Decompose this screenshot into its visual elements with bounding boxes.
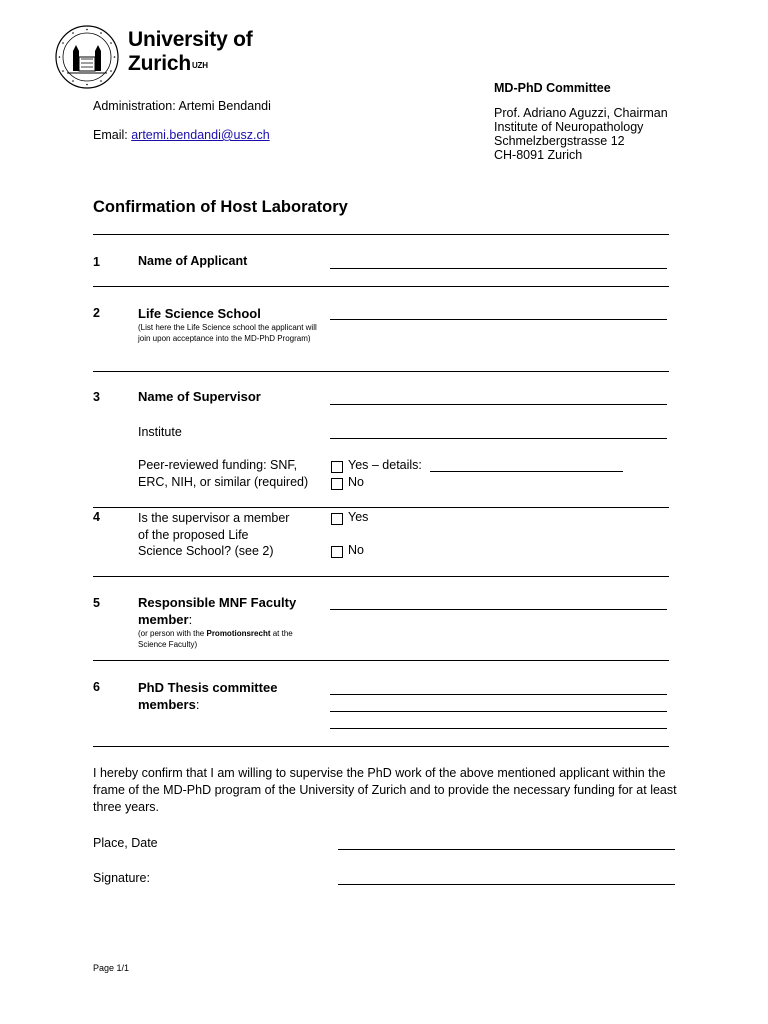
supervisor-name-field[interactable]: [330, 404, 667, 405]
confirmation-statement: I hereby confirm that I am willing to supervise the PhD work of the above mentioned applicant within the frame of the MD-PhD program of the University of Zurich and to provide the necessary funding for at least three years.: [93, 766, 677, 814]
committee-address: [494, 106, 668, 162]
section-number: 6: [93, 680, 100, 694]
applicant-name-field[interactable]: [330, 268, 667, 269]
member-no-label: No: [348, 543, 364, 557]
page-number: Page 1/1: [93, 963, 130, 973]
faculty-note-bold: Promotionsrecht: [206, 629, 271, 638]
funding-label-line1: Peer-reviewed funding: SNF,: [138, 458, 298, 472]
committee-members-label-colon: :: [195, 697, 200, 712]
email-line: [93, 128, 270, 142]
supervisor-name-label: Name of Supervisor: [138, 389, 261, 404]
funding-yes-label: Yes – details:: [348, 458, 422, 472]
funding-yes-checkbox[interactable]: [331, 461, 343, 473]
address-line: Schmelzbergstrasse 12: [494, 134, 625, 148]
funding-label-line2: ERC, NIH, or similar (required): [138, 475, 309, 489]
life-science-school-note: (List here the Life Science school the applicant will join upon acceptance into the MD-PhD Program): [138, 323, 317, 343]
email-link[interactable]: artemi.bendandi@usz.ch: [131, 128, 270, 142]
funding-no-checkbox[interactable]: [331, 478, 343, 490]
membership-question-line3: Science School? (see 2): [138, 544, 274, 558]
applicant-name-label: Name of Applicant: [138, 254, 248, 268]
member-yes-label: Yes: [348, 510, 369, 524]
signature-label: Signature:: [93, 871, 150, 885]
institute-field[interactable]: [330, 438, 667, 439]
committee-member-field-2[interactable]: [330, 711, 667, 712]
section-number: 3: [93, 390, 100, 404]
committee-members-label-word: members: [138, 697, 196, 712]
member-yes-checkbox[interactable]: [331, 513, 343, 525]
faculty-note-line2: Science Faculty): [138, 640, 198, 649]
university-name-line1: University of: [128, 28, 253, 51]
member-no-checkbox[interactable]: [331, 546, 343, 558]
faculty-member-label-line2: [138, 611, 192, 628]
section-number: 2: [93, 306, 100, 320]
section-divider: [93, 576, 669, 577]
faculty-member-label-colon: :: [188, 612, 193, 627]
section-number: 1: [93, 255, 100, 269]
faculty-note-pre: (or person with the: [138, 629, 207, 638]
committee-member-field-3[interactable]: [330, 728, 667, 729]
university-name-line2: Zurich: [128, 52, 191, 75]
membership-question-line2: of the proposed Life: [138, 528, 249, 542]
life-science-school-label: Life Science School: [138, 306, 261, 321]
section-divider: [93, 746, 669, 747]
funding-details-field[interactable]: [430, 471, 623, 472]
administration-contact: Administration: Artemi Bendandi: [93, 99, 271, 113]
institute-label: Institute: [138, 425, 182, 439]
faculty-member-label-line1: Responsible MNF Faculty: [138, 595, 297, 610]
university-abbrev: UZH: [191, 61, 208, 70]
committee-members-label-line1: PhD Thesis committee: [138, 680, 278, 695]
faculty-member-field[interactable]: [330, 609, 667, 610]
place-date-label: Place, Date: [93, 836, 158, 850]
section-divider: [93, 234, 669, 235]
life-science-school-field[interactable]: [330, 319, 667, 320]
document-title: Confirmation of Host Laboratory: [93, 198, 348, 216]
section-divider: [93, 371, 669, 372]
committee-members-label-line2: [138, 696, 199, 713]
address-line: Institute of Neuropathology: [494, 120, 644, 134]
section-number: 5: [93, 596, 100, 610]
email-label: Email:: [93, 128, 132, 142]
section-divider: [93, 286, 669, 287]
committee-name: MD-PhD Committee: [494, 81, 611, 95]
section-divider: [93, 660, 669, 661]
section-number: 4: [93, 510, 100, 524]
faculty-member-label-word: member: [138, 612, 189, 627]
university-name: [128, 28, 253, 76]
faculty-note-post: at the: [270, 629, 293, 638]
address-line: CH-8091 Zurich: [494, 148, 583, 162]
place-date-field[interactable]: [338, 849, 675, 850]
membership-question-line1: Is the supervisor a member: [138, 511, 290, 525]
faculty-member-note: [138, 628, 328, 650]
address-line: Prof. Adriano Aguzzi, Chairman: [494, 106, 668, 120]
university-seal-logo: [55, 25, 119, 89]
funding-no-label: No: [348, 475, 364, 489]
section-divider: [93, 507, 669, 508]
committee-member-field-1[interactable]: [330, 694, 667, 695]
signature-field[interactable]: [338, 884, 675, 885]
